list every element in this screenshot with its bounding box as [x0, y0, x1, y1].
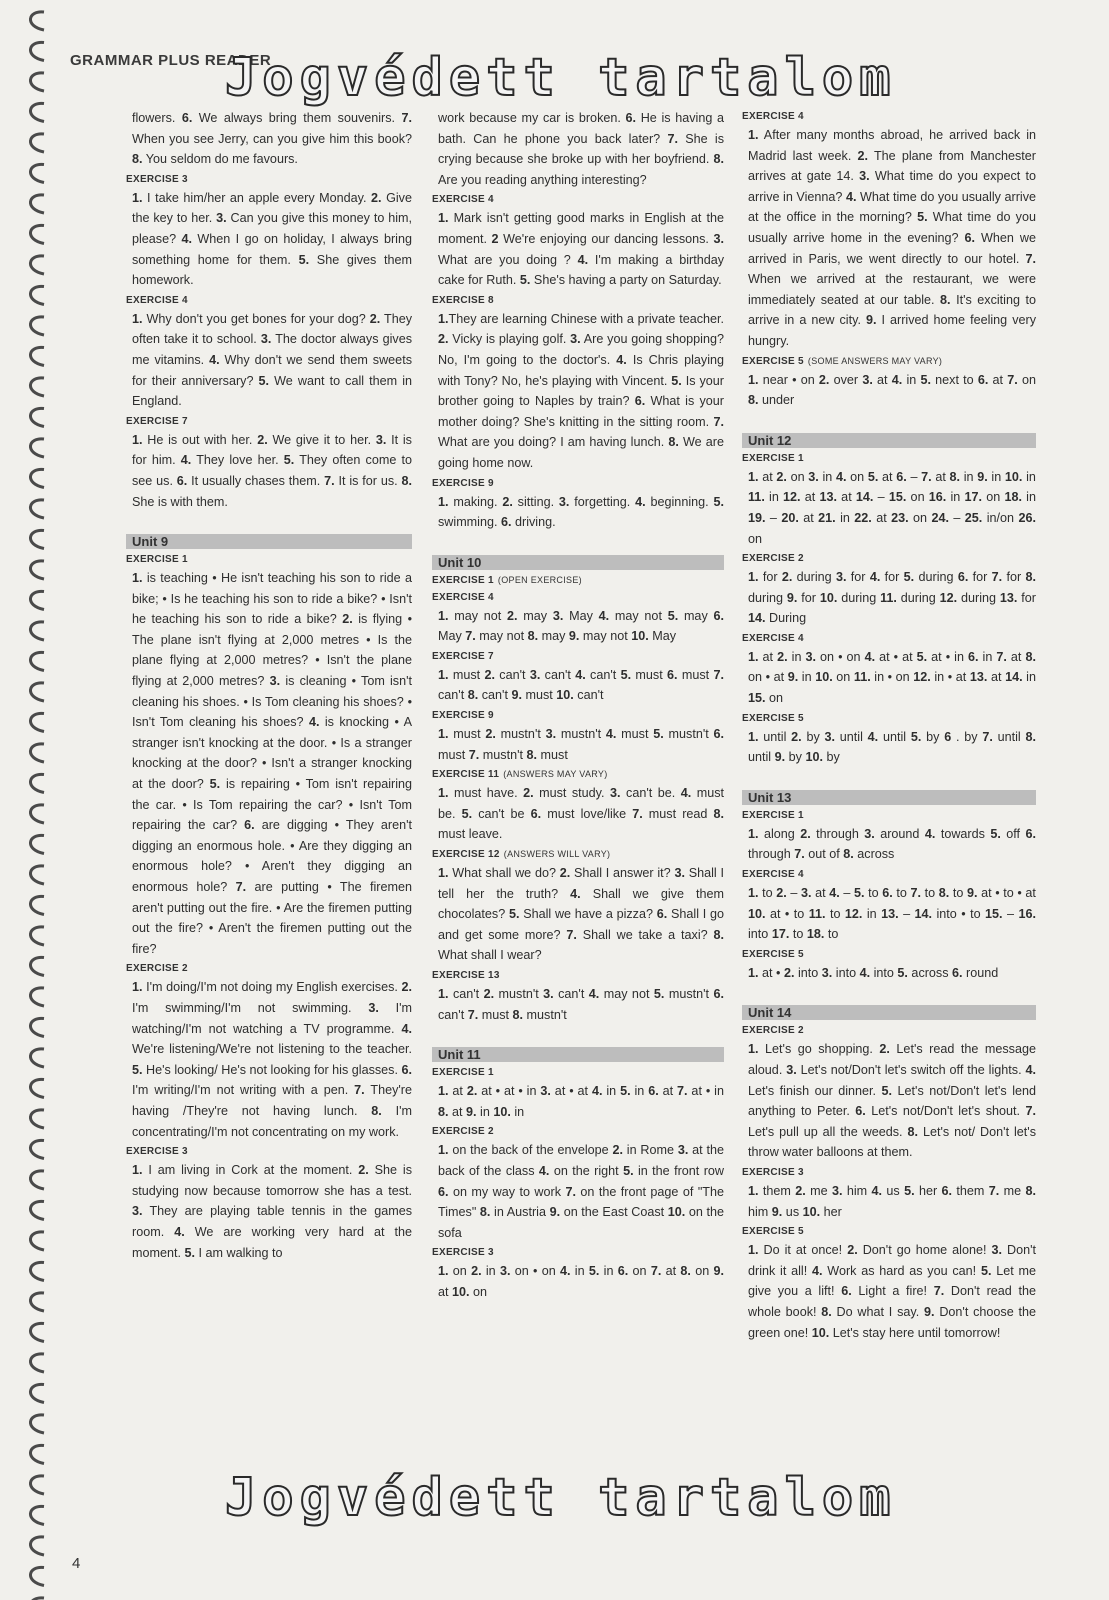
- binding-ring: [30, 103, 44, 121]
- unit-heading: Unit 12: [742, 433, 1036, 448]
- binding-ring: [30, 73, 44, 91]
- binding-ring: [30, 408, 44, 426]
- binding-ring: [30, 835, 44, 853]
- answer-text: work because my car is broken. 6. He is having a bath. Can he phone you back later? 7. She is crying because she broke up with her boyfriend. 8. Are you reading anything interesting?: [438, 111, 724, 187]
- exercise-heading: EXERCISE 5: [742, 1226, 804, 1238]
- unit-heading: Unit 10: [432, 555, 724, 570]
- answer-column-3: [742, 108, 1037, 1344]
- watermark-top: Jogvédett tartalom: [225, 48, 897, 108]
- binding-ring: [30, 439, 44, 457]
- answer-text: 1. at 2. in 3. on • on 4. at • at 5. at • in 6. in 7. at 8. on • at 9. in 10. on 11. in • on 12. in • at 13. at 14. in 15. on: [748, 649, 1036, 706]
- binding-ring: [30, 927, 44, 945]
- binding-ring: [30, 469, 44, 487]
- answer-text: 1. them 2. me 3. him 4. us 5. her 6. them 7. me 8. him 9. us 10. her: [748, 1183, 1037, 1219]
- binding-ring: [30, 1262, 44, 1280]
- exercise-heading: EXERCISE 3: [126, 1146, 188, 1158]
- answer-text: 1. for 2. during 3. for 4. for 5. during 6. for 7. for 8. during 9. for 10. during 11. during 12. during 13. for 14. During: [748, 570, 1037, 626]
- exercise-heading: EXERCISE 3: [742, 1166, 804, 1178]
- binding-ring: [30, 1293, 44, 1311]
- exercise-heading: EXERCISE 4: [432, 194, 494, 206]
- binding-ring: [30, 317, 44, 335]
- exercise-heading: EXERCISE 4: [742, 111, 804, 122]
- binding-ring: [30, 225, 44, 243]
- binding-ring: [30, 1201, 44, 1219]
- page-number: 4: [72, 1555, 81, 1572]
- exercise-label: EXERCISE 11: [432, 769, 500, 781]
- binding-ring: [30, 42, 44, 60]
- exercise-heading: EXERCISE 1: [742, 452, 804, 464]
- binding-ring: [30, 561, 44, 579]
- binding-ring: [30, 1476, 44, 1494]
- binding-ring: [30, 1049, 44, 1067]
- answer-text: 1. on the back of the envelope 2. in Rome 3. at the back of the class 4. on the right 5. in the front row 6. on my way to work 7. on the front page of "The Times" 8. in Austria 9. on the East Coast 10. on the sofa: [438, 1143, 725, 1240]
- binding-ring: [30, 1537, 44, 1555]
- exercise-note: (OPEN EXERCISE): [497, 574, 582, 585]
- binding-ring: [30, 957, 44, 975]
- answer-text: 1. Mark isn't getting good marks in English at the moment. 2 We're enjoying our dancing lessons. 3. What are you doing ? 4. I'm making a birthday cake for Ruth. 5. She's having a party on Saturday.: [438, 211, 725, 288]
- unit-heading: Unit 14: [742, 1005, 1036, 1020]
- answer-column-1: [126, 108, 413, 1264]
- binding-ring: [30, 12, 44, 30]
- answer-text: flowers. 6. We always bring them souvenirs. 7. When you see Jerry, can you give him this book? 8. You seldom do me favours.: [132, 111, 412, 167]
- binding-ring: [30, 1232, 44, 1250]
- exercise-heading: EXERCISE 4: [742, 632, 804, 644]
- answer-text: 1. near • on 2. over 3. at 4. in 5. next to 6. at 7. on 8. under: [748, 372, 1036, 408]
- watermark-bottom: Jogvédett tartalom: [225, 1468, 897, 1528]
- binding-ring: [30, 1384, 44, 1402]
- answer-text: 1. at 2. at • at • in 3. at • at 4. in 5. in 6. at 7. at • in 8. at 9. in 10. in: [438, 1084, 724, 1119]
- exercise-label: EXERCISE 12: [432, 849, 500, 861]
- unit-heading: Unit 13: [742, 790, 1036, 805]
- exercise-heading: EXERCISE 2: [742, 553, 804, 565]
- exercise-heading: [742, 353, 1036, 370]
- binding-ring: [30, 1445, 44, 1463]
- exercise-heading: EXERCISE 2: [432, 1126, 494, 1138]
- binding-ring: [30, 1140, 44, 1158]
- binding-ring: [30, 1567, 44, 1585]
- exercise-heading: EXERCISE 1: [432, 1067, 494, 1079]
- binding-ring: [30, 713, 44, 731]
- binding-ring: [30, 1171, 44, 1189]
- exercise-heading: EXERCISE 9: [432, 477, 494, 489]
- binding-ring: [30, 378, 44, 396]
- binding-ring: [30, 1415, 44, 1433]
- answer-text: 1. at 2. on 3. in 4. on 5. at 6. – 7. at 8. in 9. in 10. in 11. in 12. at 13. at 14. – 15. on 16. in 17. on 18. in 19. – 20. at 21. in 22. at 23. on 24. – 25. in/on 26. on: [748, 469, 1036, 546]
- answer-text: 1. I take him/her an apple every Monday. 2. Give the key to her. 3. Can you give this money to him, please? 4. When I go on holiday, I always bring something home for them. 5. She gives them homework.: [132, 190, 413, 288]
- answer-text: 1. After many months abroad, he arrived back in Madrid last week. 2. The plane from Manchester arrives at gate 14. 3. What time do you expect to arrive in Vienna? 4. What time do you usually arrive at the office in the morning? 5. What time do you usually arrive home in the evening? 6. When we arrived in Paris, we went directly to our hotel. 7. When we arrived at the restaurant, we were immediately seated at our table. 8. It's exciting to arrive in a new city. 9. I arrived home feeling very hungry.: [748, 128, 1036, 348]
- binding-ring: [30, 1323, 44, 1341]
- binding-ring: [30, 1110, 44, 1128]
- answer-text: 1. to 2. – 3. at 4. – 5. to 6. to 7. to 8. to 9. at • to • at 10. at • to 11. to 12. in 13. – 14. into • to 15. – 16. into 17. to 18. to: [748, 886, 1036, 942]
- binding-ring: [30, 988, 44, 1006]
- binding-ring: [30, 164, 44, 182]
- answer-text: 1. making. 2. sitting. 3. forgetting. 4. beginning. 5. swimming. 6. driving.: [438, 494, 724, 530]
- answer-text: 1. along 2. through 3. around 4. towards 5. off 6. through 7. out of 8. across: [748, 826, 1037, 862]
- binding-ring: [30, 286, 44, 304]
- binding-ring: [30, 347, 44, 365]
- exercise-heading: [432, 766, 724, 783]
- answer-text: 1. I'm doing/I'm not doing my English exercises. 2. I'm swimming/I'm not swimming. 3. I'm watching/I'm not watching a TV programme. 4. We're listening/We're not listening to the teacher. 5. He's looking/ He's not looking for his glasses. 6. I'm writing/I'm not writing with a pen. 7. They're having /They're not having lunch. 8. I'm concentrating/I'm not concentrating on my work.: [132, 980, 412, 1139]
- binding-ring: [30, 256, 44, 274]
- exercise-label: EXERCISE 1: [432, 574, 494, 586]
- exercise-heading: EXERCISE 2: [742, 1025, 804, 1037]
- exercise-heading: EXERCISE 4: [126, 294, 188, 306]
- exercise-note: (SOME ANSWERS MAY VARY): [807, 355, 943, 366]
- binding-ring: [30, 622, 44, 640]
- binding-ring: [30, 195, 44, 213]
- answer-text: 1. He is out with her. 2. We give it to her. 3. It is for him. 4. They love her. 5. They often come to see us. 6. It usually chases them. 7. It is for us. 8. She is with them.: [132, 432, 412, 509]
- answer-text: 1. on 2. in 3. on • on 4. in 5. in 6. on 7. at 8. on 9. at 10. on: [438, 1264, 724, 1299]
- binding-ring: [30, 652, 44, 670]
- binding-ring: [30, 866, 44, 884]
- unit-heading: Unit 9: [126, 534, 412, 549]
- binding-ring: [30, 744, 44, 762]
- unit-heading: Unit 11: [432, 1047, 724, 1062]
- binding-ring: [30, 591, 44, 609]
- binding-ring: [30, 1079, 44, 1097]
- exercise-heading: EXERCISE 8: [432, 294, 494, 306]
- answer-text: 1. Do it at once! 2. Don't go home alone! 3. Don't drink it all! 4. Work as hard as you can! 5. Let me give you a lift! 6. Light a fire! 7. Don't read the whole book! 8. Do what I say. 9. Don't choose the green one! 10. Let's stay here until tomorrow!: [748, 1243, 1037, 1340]
- answer-text: 1. until 2. by 3. until 4. until 5. by 6 . by 7. until 8. until 9. by 10. by: [748, 729, 1036, 765]
- exercise-note: (ANSWERS MAY VARY): [503, 769, 608, 780]
- running-title: GRAMMAR PLUS READER: [70, 52, 272, 69]
- binding-ring: [30, 1018, 44, 1036]
- binding-ring: [30, 1506, 44, 1524]
- binding-ring: [30, 774, 44, 792]
- answer-text: 1. at • 2. into 3. into 4. into 5. across 6. round: [748, 965, 999, 980]
- exercise-heading: EXERCISE 9: [432, 710, 494, 722]
- exercise-heading: EXERCISE 4: [432, 591, 494, 603]
- exercise-heading: EXERCISE 4: [742, 869, 804, 881]
- binding-ring: [30, 500, 44, 518]
- binding-ring: [30, 805, 44, 823]
- spiral-binding: [0, 0, 48, 1600]
- answer-text: 1. can't 2. mustn't 3. can't 4. may not 5. mustn't 6. can't 7. must 8. mustn't: [438, 987, 724, 1022]
- binding-ring: [30, 896, 44, 914]
- exercise-heading: EXERCISE 7: [126, 415, 188, 427]
- exercise-heading: EXERCISE 7: [432, 650, 494, 662]
- answer-text: 1.They are learning Chinese with a private teacher. 2. Vicky is playing golf. 3. Are you going shopping? No, I'm going to the doctor's. 4. Is Chris playing with Tony? No, he's playing with Vincent. 5. Is your brother going to Naples by train? 6. What is your mother doing? She's knitting in the sitting room. 7. What are you doing? I am having lunch. 8. We are going home now.: [438, 311, 725, 470]
- exercise-heading: [432, 572, 724, 589]
- binding-ring: [30, 530, 44, 548]
- exercise-heading: EXERCISE 5: [742, 712, 804, 724]
- answer-text: 1. is teaching • He isn't teaching his son to ride a bike; • Is he teaching his son to ride a bike? • Isn't he teaching his son to ride a bike? 2. is flying • The plane isn't flying at 2,000 metres • Is the plane flying at 2,000 metres? • Isn't the plane flying at 2,000 metres? 3. is cleaning • Tom isn't cleaning his shoes. • Is Tom cleaning his shoes? • Isn't Tom cleaning his shoes? 4. is knocking • A stranger isn't knocking at the door. • Is a stranger knocking at the door? • Isn't a stranger knocking at the door? 5. is repairing • Tom isn't repairing the car. • Is Tom repairing the car? • Isn't Tom repairing the car? 6. are digging • They aren't digging an enormous hole. • Are they digging an enormous hole? • Aren't they digging an enormous hole? 7. are putting • The firemen aren't putting out the fire. • Are the firemen putting out the fire? • Aren't the firemen putting out the fire?: [132, 571, 413, 956]
- binding-ring: [30, 683, 44, 701]
- exercise-heading: [432, 846, 724, 863]
- exercise-heading: EXERCISE 13: [432, 970, 500, 981]
- answer-text: 1. must 2. can't 3. can't 4. can't 5. must 6. must 7. can't 8. can't 9. must 10. can't: [438, 667, 724, 703]
- binding-ring: [30, 1354, 44, 1372]
- exercise-heading: EXERCISE 3: [126, 173, 188, 185]
- exercise-label: EXERCISE 5: [742, 355, 804, 367]
- answer-text: 1. must have. 2. must study. 3. can't be. 4. must be. 5. can't be 6. must love/like 7. must read 8. must leave.: [438, 786, 724, 842]
- exercise-heading: EXERCISE 5: [742, 948, 804, 960]
- exercise-note: (ANSWERS WILL VARY): [503, 849, 611, 860]
- exercise-heading: EXERCISE 2: [126, 963, 188, 975]
- answer-text: 1. may not 2. may 3. May 4. may not 5. may 6. May 7. may not 8. may 9. may not 10. May: [438, 608, 724, 644]
- answer-column-2: [432, 108, 725, 1304]
- answer-text: 1. I am living in Cork at the moment. 2. She is studying now because tomorrow she has a test. 3. They are playing table tennis in the games room. 4. We are working very hard at the moment. 5. I am walking to: [132, 1163, 412, 1260]
- exercise-heading: EXERCISE 1: [126, 554, 188, 566]
- answer-text: 1. What shall we do? 2. Shall I answer it? 3. Shall I tell her the truth? 4. Shall we give them chocolates? 5. Shall we have a pizza? 6. Shall I go and get some more? 7. Shall we take a taxi? 8. What shall I wear?: [438, 866, 724, 963]
- exercise-heading: EXERCISE 3: [432, 1247, 494, 1259]
- answer-text: 1. must 2. mustn't 3. mustn't 4. must 5. mustn't 6. must 7. mustn't 8. must: [438, 727, 725, 762]
- answer-text: 1. Let's go shopping. 2. Let's read the message aloud. 3. Let's not/Don't let's switch off the lights. 4. Let's finish our dinner. 5. Let's not/Don't let's lend anything to Peter. 6. Let's not/Don't let's shout. 7. Let's pull up all the weeds. 8. Let's not/ Don't let's throw water balloons at them.: [748, 1042, 1037, 1160]
- exercise-heading: EXERCISE 1: [742, 809, 804, 821]
- binding-ring: [30, 134, 44, 152]
- answer-text: 1. Why don't you get bones for your dog? 2. They often take it to school. 3. The doctor always gives me vitamins. 4. Why don't we send them sweets for their anniversary? 5. We want to call them in England.: [132, 311, 412, 409]
